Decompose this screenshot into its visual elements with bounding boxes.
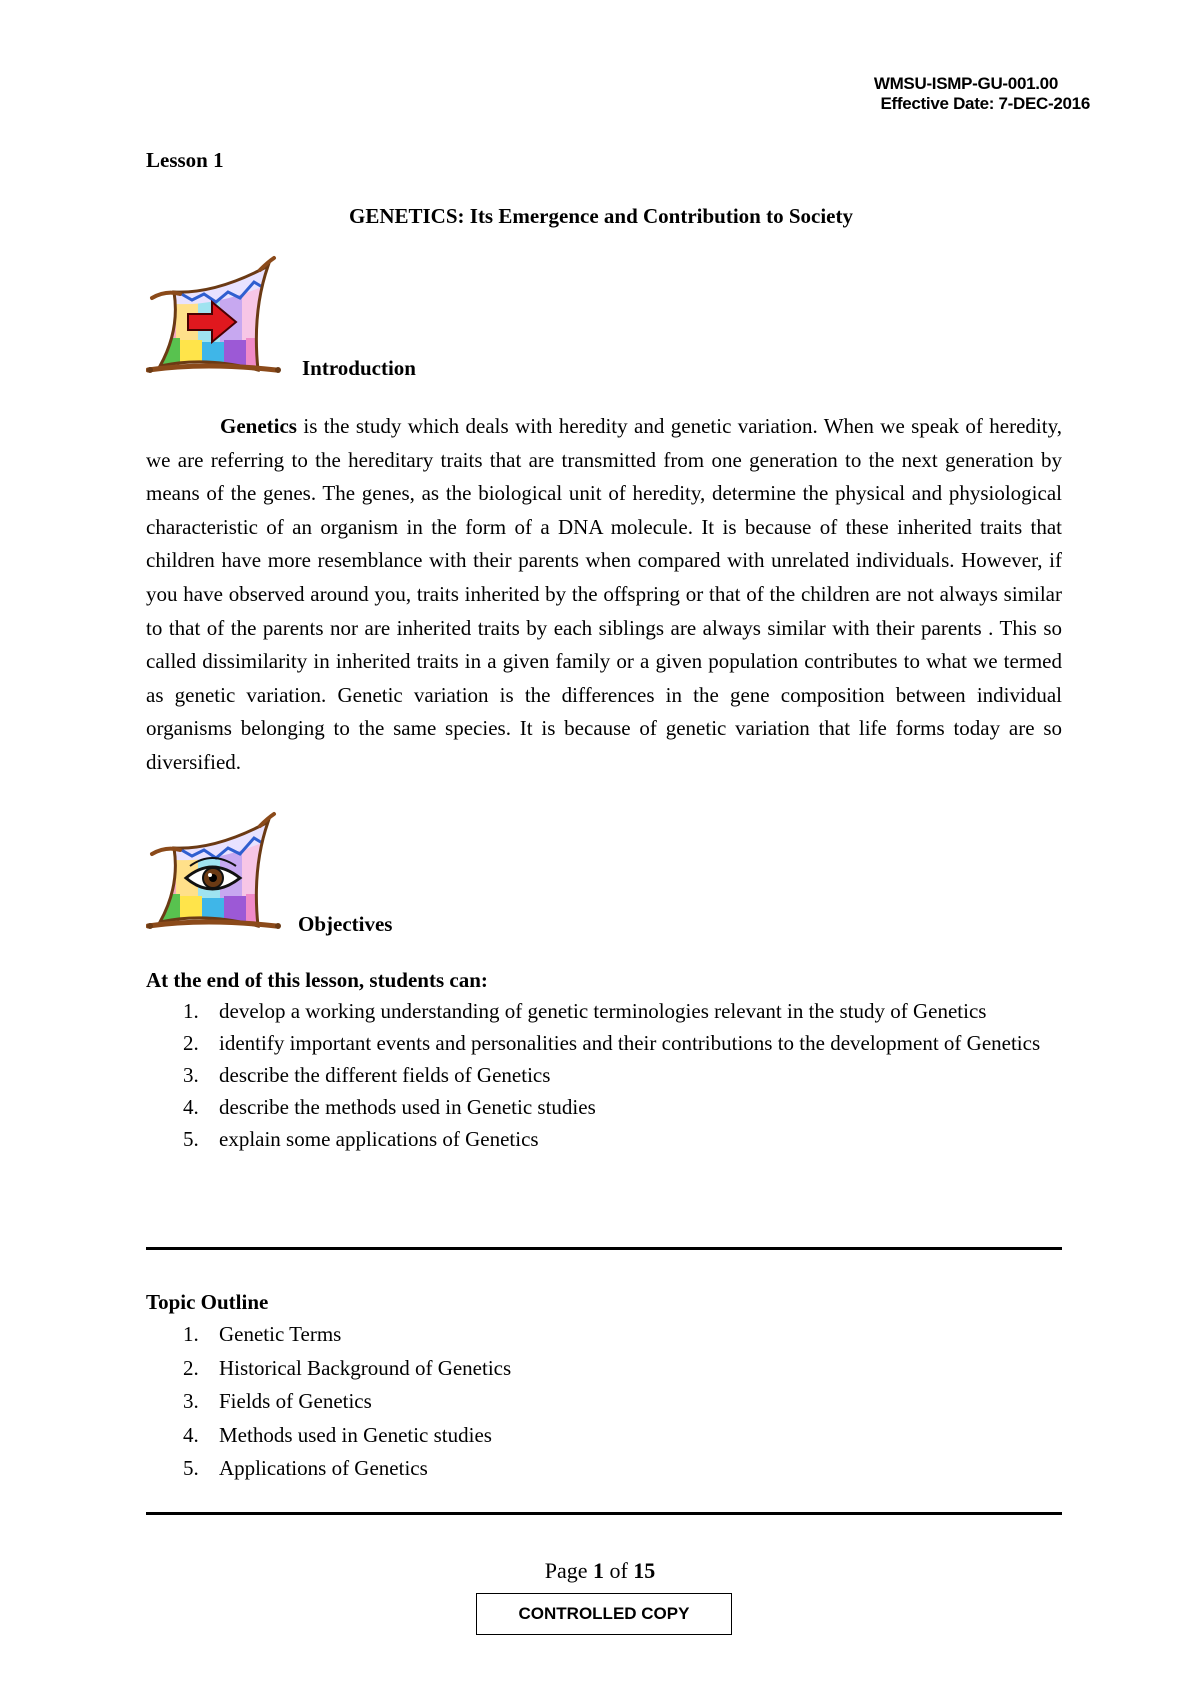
list-text: identify important events and personalities and their contributions to the development of Genetics (219, 1031, 1041, 1055)
list-text: develop a working understanding of genetic terminologies relevant in the study of Genetics (219, 999, 987, 1023)
lesson-label: Lesson 1 (146, 148, 224, 172)
eye-banner-icon (146, 808, 286, 934)
list-text: explain some applications of Genetics (219, 1127, 539, 1151)
objectives-lead: At the end of this lesson, students can: (146, 968, 488, 992)
list-number: 1. (183, 999, 199, 1023)
list-number: 3. (183, 1063, 199, 1087)
list-number: 4. (183, 1422, 199, 1447)
list-item (146, 1385, 1062, 1419)
topic-outline-list (146, 1318, 1062, 1486)
list-item (146, 1352, 1062, 1386)
list-text: Genetic Terms (219, 1322, 342, 1346)
list-item (146, 1318, 1062, 1352)
objectives-heading: Objectives (298, 912, 393, 936)
page-current: 1 (592, 1558, 604, 1583)
list-number: 3. (183, 1389, 199, 1413)
page-number (0, 1558, 1200, 1584)
list-number: 1. (183, 1322, 199, 1346)
list-text: Fields of Genetics (219, 1389, 372, 1413)
list-item (146, 1452, 1062, 1486)
list-text: Applications of Genetics (219, 1456, 428, 1480)
list-item (146, 1419, 1062, 1453)
list-number: 5. (183, 1127, 199, 1151)
list-number: 5. (183, 1456, 199, 1480)
introduction-heading: Introduction (302, 356, 416, 380)
page-word: Page (544, 1558, 588, 1583)
list-number: 2. (183, 1031, 199, 1055)
of-word: of (609, 1558, 628, 1583)
controlled-copy-stamp: CONTROLLED COPY (476, 1593, 732, 1635)
list-item (146, 995, 1062, 1027)
effective-date: Effective Date: 7-DEC-2016 (880, 94, 1090, 113)
section-divider (146, 1512, 1062, 1515)
list-item (146, 1091, 1062, 1123)
arrow-banner-icon (146, 252, 286, 378)
objectives-list (146, 995, 1062, 1155)
list-item (146, 1059, 1062, 1091)
list-text: Historical Background of Genetics (219, 1355, 512, 1380)
list-text: describe the different fields of Genetics (219, 1063, 551, 1087)
document-header (873, 74, 1090, 114)
topic-outline-heading: Topic Outline (146, 1290, 269, 1314)
list-number: 2. (183, 1355, 199, 1380)
intro-lead-term: Genetics (220, 414, 297, 438)
section-divider (146, 1247, 1062, 1250)
lesson-title: GENETICS: Its Emergence and Contribution to Society (348, 204, 853, 228)
page-total: 15 (633, 1558, 656, 1583)
intro-body-text: is the study which deals with heredity and genetic variation. When we speak of heredity, we are referring to the hereditary traits that are transmitted from one generation to the next generation by means of the genes. The genes, as the biological unit of heredity, determine the physical and physiological characteristic of an organism in the form of a DNA molecule. It is because of these inherited traits that children have more resemblance with their parents when compared with unrelated individuals. However, if you have observed around you, traits inherited by the offspring or that of the children are not always similar to that of the parents nor are inherited traits by each siblings are always similar with their parents . This so called dissimilarity in inherited traits in a given family or a given population contributes to what we termed as genetic variation. Genetic variation is the differences in the gene composition between individual organisms belonging to the same species. It is because of genetic variation that life forms today are so diversified. (146, 414, 1062, 774)
doc-code: WMSU-ISMP-GU-001.00 (873, 74, 1058, 93)
list-item (146, 1123, 1062, 1155)
list-text: describe the methods used in Genetic studies (219, 1095, 596, 1119)
list-number: 4. (183, 1095, 199, 1119)
list-item (146, 1027, 1062, 1059)
introduction-paragraph (146, 410, 1062, 780)
list-text: Methods used in Genetic studies (219, 1422, 492, 1447)
